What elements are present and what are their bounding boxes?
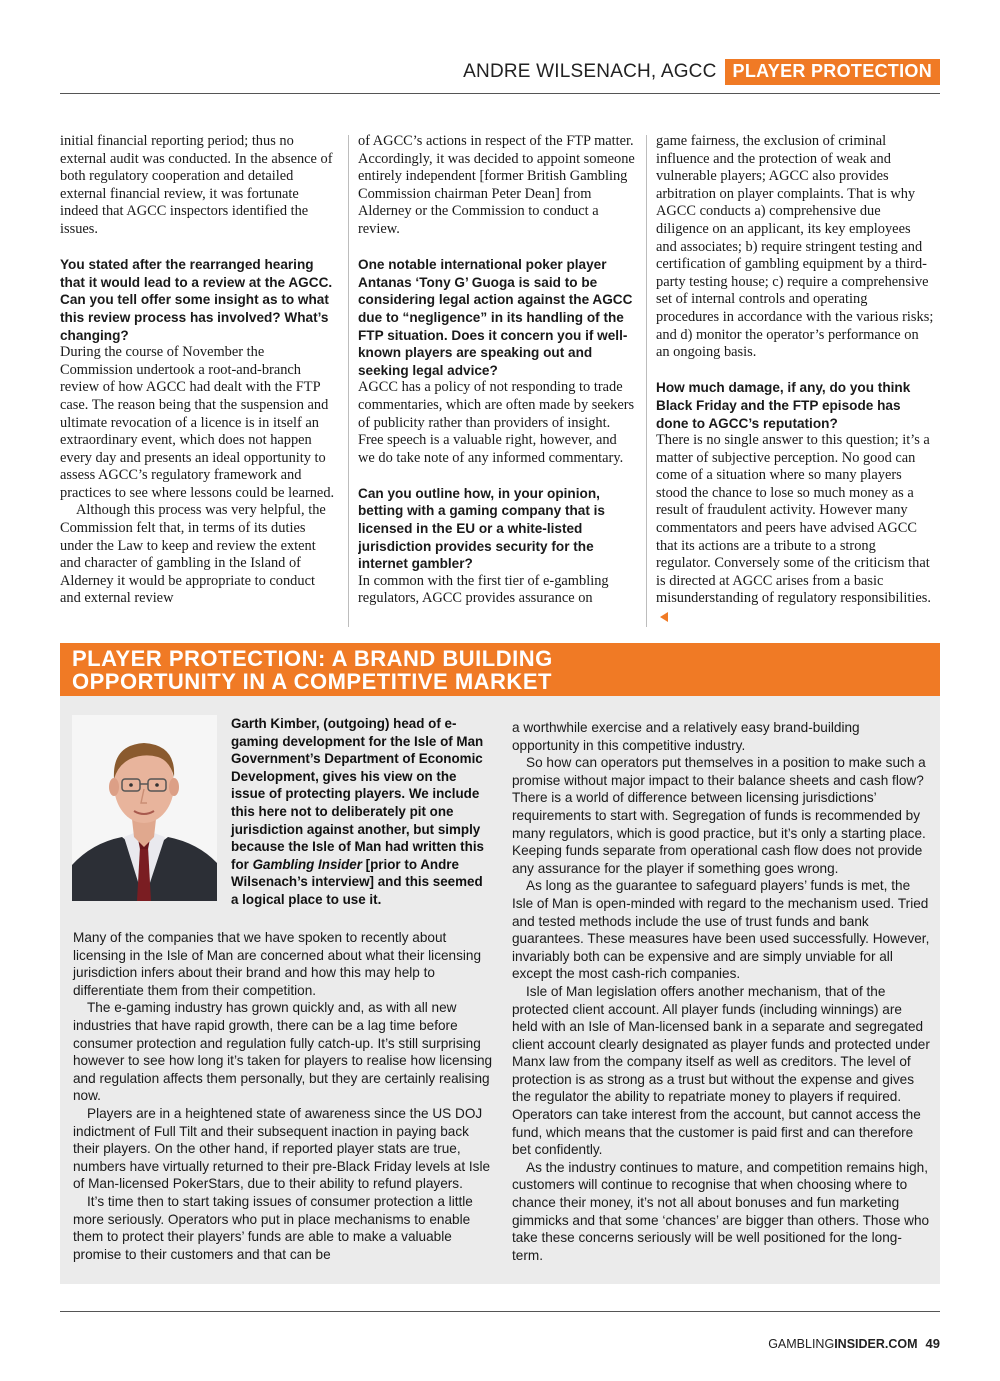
page-footer [768,1336,940,1351]
column-divider [348,135,349,627]
paragraph: During the course of November the Commission undertook a root-and-branch review of how AGCC had dealt with the FTP case. The reason being that the suspension and ultimate revocation of a licence is in itself an extraordinary event, which does not happen every day and presents an ideal opportunity to assess AGCC’s regulatory framework and practices to see where lessons could be learned. [60,344,335,501]
interview-columns [60,133,940,631]
sidebar-title [60,643,940,696]
interview-question: You stated after the rearranged hearing that it would lead to a review at the AGCC. Can you tell offer some insight as to what this review process has involved? What’s changing? [60,257,333,343]
paragraph: initial financial reporting period; thus no external audit was conducted. In the absence of both regulatory cooperation and detailed external financial review, it was fortunate indeed that AGCC inspectors identified the issues. [60,133,333,237]
column-3 [656,133,934,631]
paragraph: Players are in a heightened state of awareness since the US DOJ indictment of Full Tilt and their subsequent inaction in paying back their players. On the other hand, if reported player stats are true, numbers have virtually returned to their pre-Black Friday levels at Isle of Man-licensed PokerStars, due to their ability to refund players. [73,1105,491,1192]
sidebar-title-line-1: PLAYER PROTECTION: A BRAND BUILDING [72,646,553,671]
page-header [60,58,940,94]
paragraph: So how can operators put themselves in a position to make such a promise without major impact to their balance sheets and cash flow? There is a world of difference between licensing jurisdictions’ requirements to start with. Segregation of funds is recommended by many regulators, which is good practice, but it’s only a starting place. Keeping funds separate from operational cash flow does not provide any assurance for the player if something goes wrong. [512,755,926,876]
interview-question: Can you outline how, in your opinion, betting with a gaming company that is licensed in the EU or a white-listed jurisdiction provides security for the internet gambler? [358,485,605,572]
paragraph: As the industry continues to mature, and competition remains high, customers will continue to recognise that when choosing where to chance their money, it’s not all about bonuses and fun marketing gimmicks and that some ‘chances’ are bigger than others. Those who take these concerns seriously will be well positioned for the long-term. [512,1159,930,1263]
paragraph: Isle of Man legislation offers another mechanism, that of the protected client account. All player funds (including winnings) are held with an Isle of Man-licensed bank in a separate and segregated client account clearly designated as player funds and protected under Manx law from the company itself as well as creditors. The level of protection is as strong as a trust but without the expense and gives the regulator the ability to repatriate money to players if required. Operators can take interest from the account, but cannot access the fund, which means that the customer is paid first and can therefore bet confidently. [512,983,930,1158]
interview-question: How much damage, if any, do you think Black Friday and the FTP episode has done to AGCC’s reputation? [656,380,911,431]
sidebar-intro [231,715,493,909]
paragraph: It’s time then to start taking issues of consumer protection a little more seriously. Operators who put in place mechanisms to enable them to protect their players’ funds are able to make a valuable promise to their customers and that can be [73,1193,473,1262]
footer-rule [60,1311,940,1312]
portrait-illustration [72,715,217,901]
end-of-article-triangle-icon [660,612,668,622]
paragraph: In common with the first tier of e-gambling regulators, AGCC provides assurance on [358,572,609,607]
paragraph: of AGCC’s actions in respect of the FTP matter. Accordingly, it was decided to appoint someone entirely independent [former British Gambling Commission chairman Peter Dean] from Alderney or the Commission to conduct a review. [358,133,635,237]
header-author: ANDRE WILSENACH, AGCC [463,61,717,82]
paragraph-last [656,432,934,626]
paragraph-text: There is no single answer to this question; it’s a matter of subjective perception. No good can come of a situation where so many players stood the chance to lose so much money as a result of fraudulent activity. However many commentators and peers have advised AGCC that its actions are a tribute to a strong regulator. Conversely some of the criticism that is directed at AGCC arises from a basic misunderstanding of regulatory responsibilities. [656,432,931,607]
paragraph: a worthwhile exercise and a relatively easy brand-building opportunity in this competitive industry. [512,720,860,753]
sidebar-box [60,643,940,1284]
sidebar-body-left [73,929,493,1263]
page-number: 49 [925,1336,940,1351]
column-2 [358,133,636,631]
intro-text: Garth Kimber, (outgoing) head of e-gaming development for the Isle of Man Government’s Department of Economic Development, gives his view on the issue of protecting players. We include this here not to deliberately pit one jurisdiction against another, but simply because the Isle of Man had written this for [231,716,484,872]
footer-brand-bold: INSIDER.COM [834,1337,918,1351]
intro-text: [prior to Andre Wilsenach’s interview] and this seemed a logical place to use it. [231,856,483,907]
paragraph: Although this process was very helpful, the Commission felt that, in terms of its duties under the Law to keep and review the extent and character of gambling in the Island of Alderney it would be appropriate to conduct and external review [60,502,326,607]
header-section-tag: PLAYER PROTECTION [725,59,940,85]
publication-name: Gambling Insider [252,856,362,872]
paragraph: game fairness, the exclusion of criminal influence and the protection of weak and vulnerable players; AGCC also provides arbitration on player complaints. That is why AGCC conducts a) comprehensive due diligence on an applicant, its key employees and associates; b) require stringent testing and certification of gambling equipment by a third-party testing house; c) require a comprehensive set of internal controls and operating procedures in accordance with the various risks; and d) monitor the operator’s performance on an ongoing basis. [656,133,934,361]
paragraph: The e-gaming industry has grown quickly and, as with all new industries that have rapid growth, there can be a lag time before consumer protection and regulation fully catch-up. It’s still surprising however to see how long it’s taken for players to realise how licensing and regulation affects them personally, but they are certainly realising now. [73,1000,493,1104]
sidebar-body-right [512,719,930,1264]
footer-brand-light: GAMBLING [768,1337,835,1351]
interview-question: One notable international poker player Antanas ‘Tony G’ Guoga is said to be considering legal action against the AGCC due to “negligence” in its handling of the FTP situation. Does it concern you if well-known players are speaking out and seeking legal advice? [358,257,633,378]
header-inner [463,58,940,86]
paragraph: Many of the companies that we have spoken to recently about licensing in the Isle of Man are concerned about what their licensing jurisdiction infers about their brand and how this may help to differentiate them from their competition. [73,930,482,998]
column-1 [60,133,338,631]
author-portrait-photo [72,715,217,901]
paragraph: As long as the guarantee to safeguard players’ funds is met, the Isle of Man is open-minded with regard to the mechanism used. Tried and tested methods include the use of trust funds and bank guarantees. These measures have been used successfully. However, invariably both can be expensive and are simply unviable for all except the most cash-rich companies. [512,878,930,982]
paragraph: AGCC has a policy of not responding to trade commentaries, which are often made by seekers of publicity rather than providers of insight. Free speech is a valuable right, however, and we do take note of any informed commentary. [358,379,635,466]
column-divider [646,135,647,627]
sidebar-title-line-2: OPPORTUNITY IN A COMPETITIVE MARKET [72,669,552,694]
